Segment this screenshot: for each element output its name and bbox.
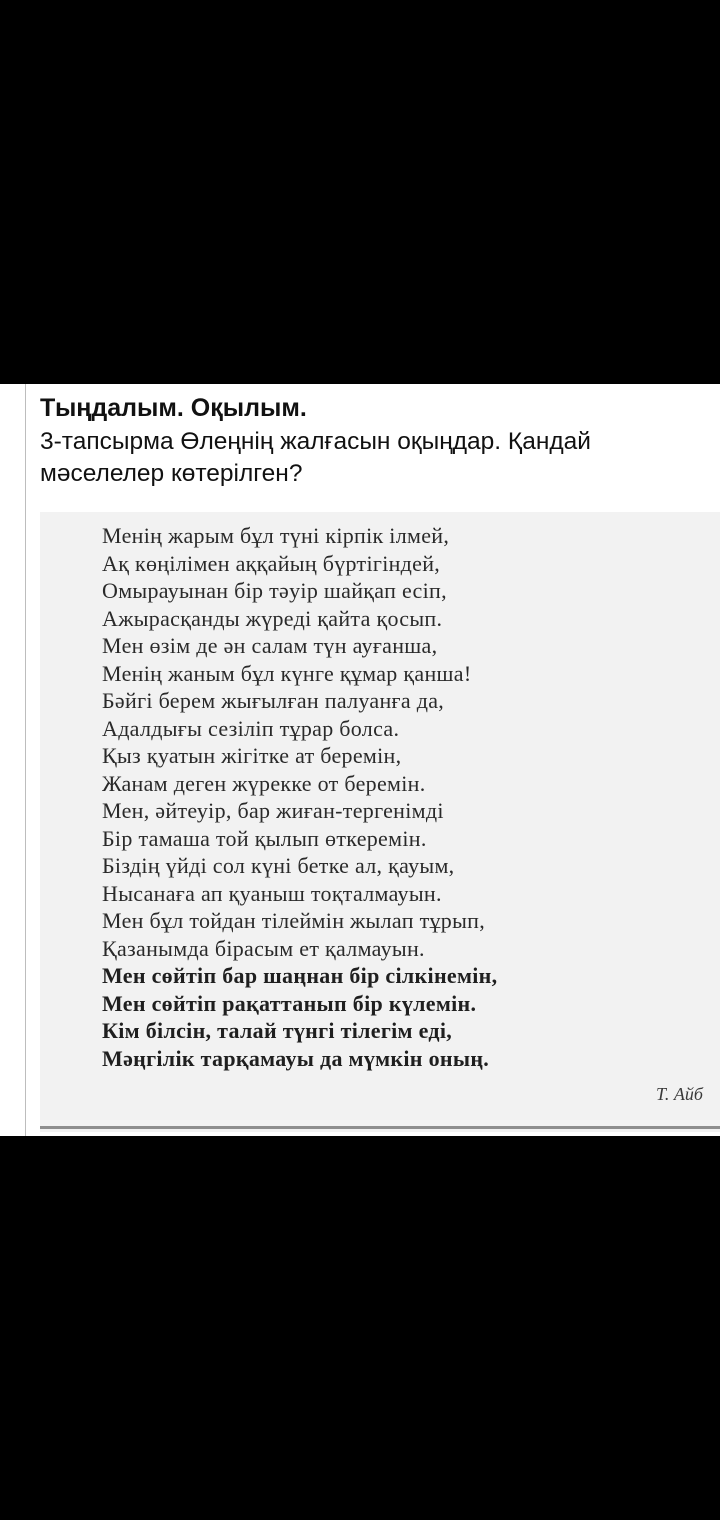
poem-line: Менің жарым бұл түні кірпік ілмей, xyxy=(102,523,450,548)
image-bottom-rule xyxy=(40,1126,720,1129)
poem-line: Кім білсін, талай түнгі тілегім еді, xyxy=(102,1018,453,1043)
poem-line: Жанам деген жүрекке от беремін. xyxy=(102,770,426,796)
poem-line: Қыз қуатын жігітке ат беремін, xyxy=(102,743,402,768)
poem-line: Мен сөйтіп рақаттанып бір күлемін. xyxy=(102,990,477,1016)
question-card xyxy=(0,384,720,1136)
poem-line: Ақ көңілімен аққайың бүртігіндей, xyxy=(102,550,441,576)
poem-line: Бәйгі берем жығылған палуанға да, xyxy=(102,688,445,713)
poem-text xyxy=(102,522,497,1072)
poem-line: Мәңгілік тарқамауы да мүмкін оның. xyxy=(102,1045,490,1071)
poem-line: Бір тамаша той қылып өткеремін. xyxy=(102,825,427,851)
poem-line: Адалдығы сезіліп тұрар болса. xyxy=(102,715,400,741)
poem-line: Менің жаным бұл күнге құмар қанша! xyxy=(102,660,472,686)
poem-line: Нысанаға ап қуаныш тоқталмауын. xyxy=(102,880,442,906)
poem-author: Т. Айб xyxy=(656,1084,703,1104)
left-divider xyxy=(25,384,26,1136)
poem-line: Ажырасқанды жүреді қайта қосып. xyxy=(102,605,443,631)
poem-image[interactable] xyxy=(40,512,720,1132)
poem-line: Біздің үйді сол күні бетке ал, қауым, xyxy=(102,853,455,878)
poem-line: Қазанымда бірасым ет қалмауын. xyxy=(102,935,425,961)
section-heading: Тыңдалым. Оқылым. xyxy=(40,394,307,422)
poem-line: Мен өзім де ән салам түн ауғанша, xyxy=(102,633,438,658)
poem-line: Мен бұл тойдан тілеймін жылап тұрып, xyxy=(102,908,486,933)
poem-line: Омырауынан бір тәуір шайқап есіп, xyxy=(102,578,447,603)
task-text: 3-тапсырма Өлеңнің жалғасын оқыңдар. Қандай мәселелер көтерілген? xyxy=(40,428,591,487)
poem-line: Мен сөйтіп бар шаңнан бір сілкінемін, xyxy=(102,963,498,988)
poem-line: Мен, әйтеуір, бар жиған-тергенімді xyxy=(102,798,444,823)
